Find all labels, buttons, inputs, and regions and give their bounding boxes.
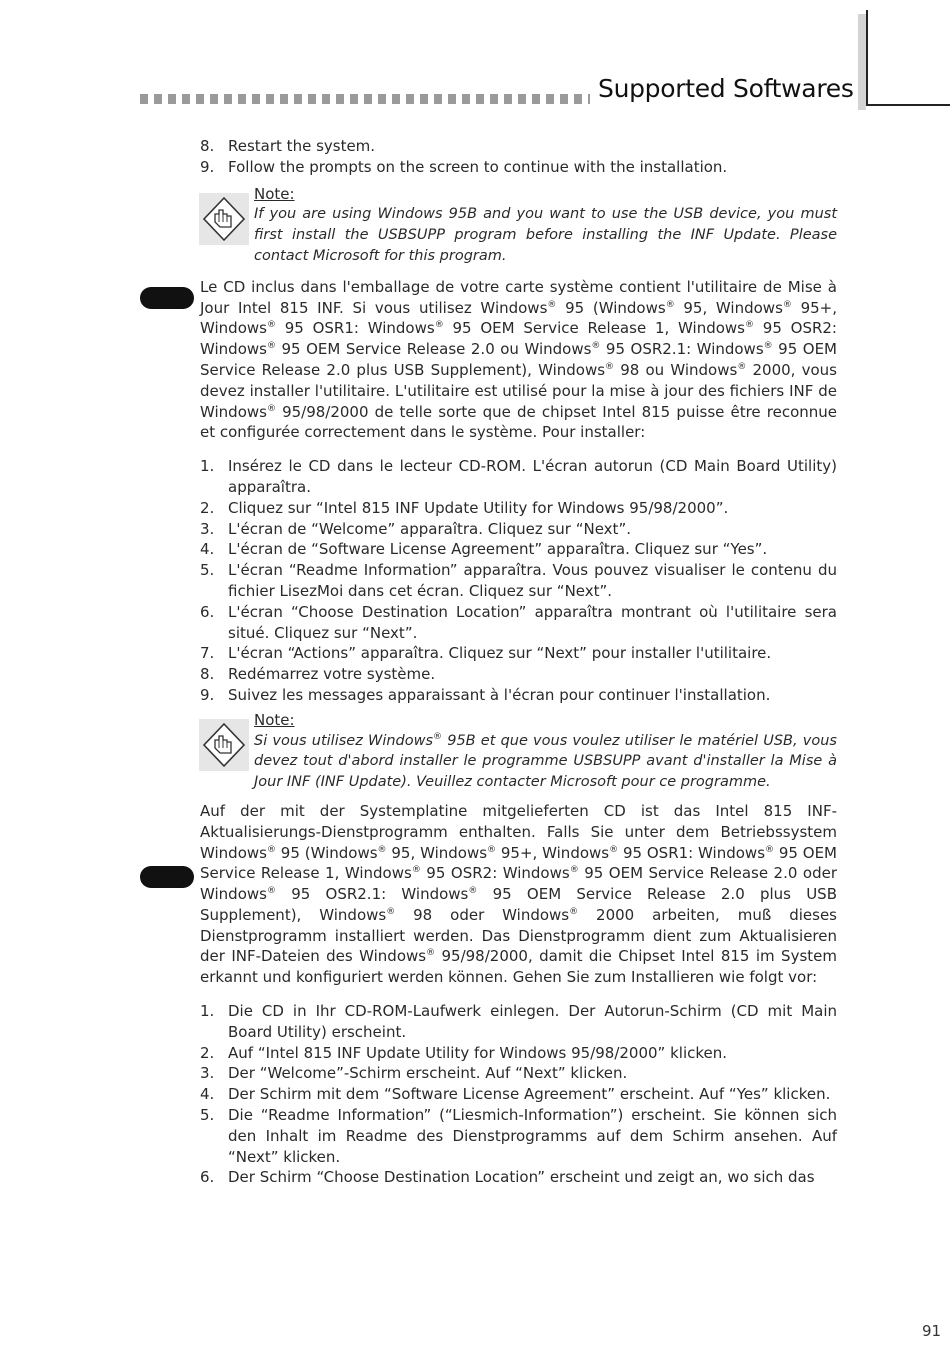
list-item-number: 5. [200,1106,215,1125]
header-dotted-rule [140,94,590,104]
language-tab-french [140,287,194,309]
list-item-number: 4. [200,1085,215,1104]
page-number: 91 [922,1322,942,1340]
list-item [200,519,837,540]
list-item [200,643,837,664]
list-item-number: 9. [200,685,215,704]
list-item-number: 8. [200,665,215,684]
list-item [200,1043,837,1064]
list-item-text: Die CD in Ihr CD-ROM-Laufwerk einlegen. Der Autorun-Schirm (CD mit Main Board Utility) erscheint. [228,1002,837,1041]
list-item-number: 1. [200,1002,215,1021]
list-item [200,685,837,706]
list-item-text: Restart the system. [228,137,376,155]
note-text: Si vous utilisez Windows® 95B et que vous voulez utiliser le matériel USB, vous devez tout d'abord installer le programme USBSUPP avant d'installer la Mise à Jour INF (INF Update). Veuillez contacter Microsoft pour ce programme. [254,731,837,791]
list-item-text: L'écran “Readme Information” apparaîtra. Vous pouvez visualiser le contenu du fichier LisezMoi dans cet écran. Cliquez sur “Next”. [228,561,837,600]
page-title: Supported Softwares [598,74,854,103]
note-hand-icon [198,718,250,772]
note-usb-english [200,184,837,267]
list-item [200,1105,837,1167]
french-intro: Le CD inclus dans l'emballage de votre carte système contient l'utilitaire de Mise à Jour Intel 815 INF. Si vous utilisez Windows® 95 (Windows® 95, Windows® 95+, Windows® 95 OSR1: Windows® 95 OEM Service Release 1, Windows® 95 OSR2: Windows® 95 OEM Service Release 2.0 ou Windows® 95 OSR2.1: Windows® 95 OEM Service Release 2.0 plus USB Supplement), Windows® 98 ou Windows® 2000, vous devez installer l'utilitaire. L'utilitaire est utilisé pour la mise à jour des fichiers INF de Windows® 95/98/2000 de telle sorte que de chipset Intel 815 puisse être reconnue et configurée correctement dans le système. Pour installer: [200,277,838,442]
list-item [200,136,837,157]
list-item [200,157,837,178]
list-item-number: 6. [200,1168,215,1187]
list-item-number: 2. [200,1043,215,1062]
list-item-text: L'écran “Choose Destination Location” apparaîtra montrant où l'utilitaire sera situé. Cliquez sur “Next”. [228,602,837,642]
list-item [200,1001,837,1043]
german-intro: Auf der mit der Systemplatine mitgelieferten CD ist das Intel 815 INF-Aktualisierungs-Dienstprogramm enthalten. Falls Sie unter dem Betriebssystem Windows® 95 (Windows® 95, Windows® 95+, Windows® 95 OSR1: Windows® 95 OEM Service Release 1, Windows® 95 OSR2: Windows® 95 OEM Service Release 2.0 oder Windows® 95 OSR2.1: Windows® 95 OEM Service Release 2.0 plus USB Supplement), Windows® 98 oder Windows® 2000 arbeiten, muß dieses Dienstprogramm installiert werden. Das Dienstprogramm dient zum Aktualisieren der INF-Dateien des Windows® 95/98/2000, damit die Chipset Intel 815 im System erkannt und konfiguriert werden können. Gehen Sie zum Installieren wie folgt vor: [200,801,838,987]
list-item-text: L'écran de “Welcome” apparaîtra. Cliquez sur “Next”. [228,519,631,538]
list-item-text: Redémarrez votre système. [228,665,436,684]
list-item-text: L'écran “Actions” apparaîtra. Cliquez sur “Next” pour installer l'utilitaire. [228,644,772,663]
note-hand-icon [198,192,250,246]
list-item [200,1063,837,1084]
list-item-number: 3. [200,519,215,538]
list-item [200,560,837,602]
list-item [200,498,837,519]
list-item-text: Der Schirm “Choose Destination Location” erscheint und zeigt an, wo sich das [228,1168,815,1187]
content [200,136,837,1188]
list-item-number: 4. [200,540,215,559]
note-label: Note: [254,710,295,729]
german-steps [200,1001,837,1188]
note-usb-french [200,710,837,793]
list-item-text: Suivez les messages apparaissant à l'écran pour continuer l'installation. [228,685,771,704]
list-item [200,1084,837,1105]
list-item-text: Der Schirm mit dem “Software License Agreement” erscheint. Auf “Yes” klicken. [228,1085,831,1104]
corner-rule-vertical [866,10,868,106]
list-item-number: 3. [200,1064,215,1083]
list-item [200,664,837,685]
list-item-number: 7. [200,644,215,663]
note-text: If you are using Windows 95B and you want to use the USB device, you must first install the USBSUPP program before installing the INF Update. Please contact Microsoft for this program. [254,206,837,264]
note-label: Note: [254,184,295,203]
corner-shade [858,14,866,110]
list-item-text: Cliquez sur “Intel 815 INF Update Utility for Windows 95/98/2000”. [228,498,729,517]
list-item-number: 1. [200,457,215,476]
language-tab-german [140,866,194,888]
list-item-number: 5. [200,561,215,580]
list-item-text: Follow the prompts on the screen to continue with the installation. [228,157,728,176]
french-steps [200,456,837,706]
list-item [200,602,837,644]
list-item [200,456,837,498]
corner-rule-horizontal [866,104,950,106]
list-item [200,539,837,560]
list-item-number: 6. [200,602,215,621]
list-item-text: Der “Welcome”-Schirm erscheint. Auf “Next” klicken. [228,1064,628,1083]
list-item-text: Insérez le CD dans le lecteur CD-ROM. L'écran autorun (CD Main Board Utility) apparaîtra. [228,457,837,496]
list-item-text: Auf “Intel 815 INF Update Utility for Windows 95/98/2000” klicken. [228,1043,728,1062]
list-item-number: 8. [200,137,215,155]
list-item [200,1167,837,1188]
english-steps [200,136,837,178]
list-item-text: Die “Readme Information” (“Liesmich-Information”) erscheint. Sie können sich den Inhalt im Readme des Dienstprogramms auf dem Schirm ansehen. Auf “Next” klicken. [228,1106,837,1166]
list-item-number: 9. [200,157,215,176]
list-item-number: 2. [200,498,215,517]
list-item-text: L'écran de “Software License Agreement” apparaîtra. Cliquez sur “Yes”. [228,540,768,559]
